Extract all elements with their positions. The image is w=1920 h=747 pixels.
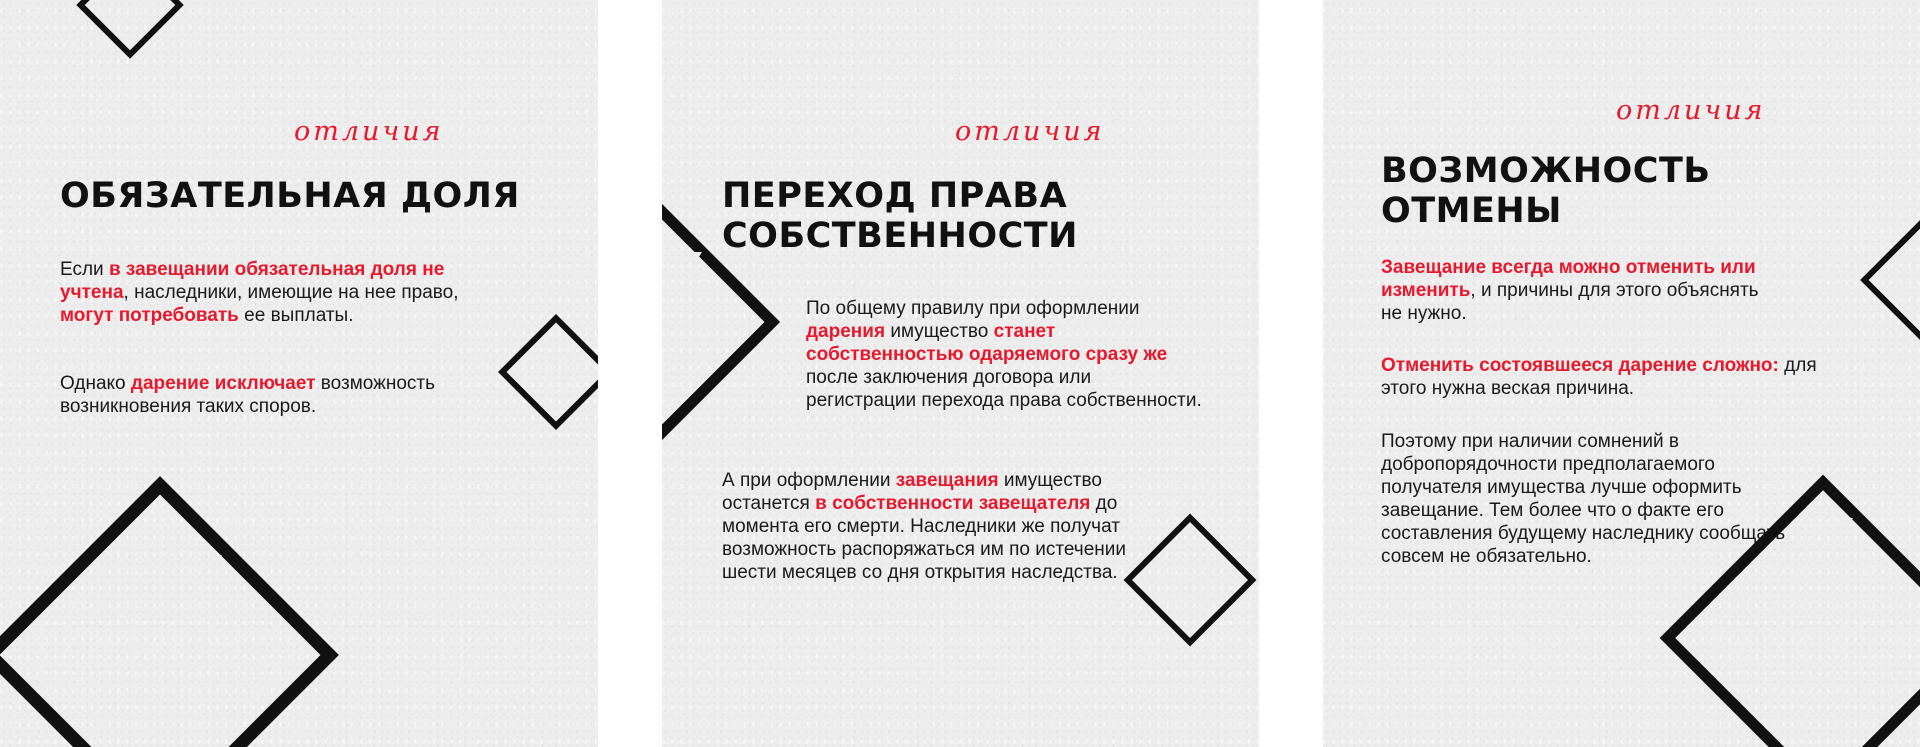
body-text: ее выплаты.: [238, 305, 354, 326]
body-paragraph: [60, 372, 490, 418]
highlighted-text: дарения: [806, 321, 886, 342]
body-text: Если: [60, 259, 109, 280]
body-text: Однако: [60, 373, 131, 394]
body-paragraph: [1381, 256, 1781, 325]
slide-title-line: ПЕРЕХОД ПРАВА: [722, 176, 1068, 216]
body-text: По общему правилу при оформлении: [806, 298, 1140, 319]
highlighted-text: завещания: [895, 470, 999, 491]
slide-title: [722, 176, 1078, 256]
slide-card-ownership-transfer: [662, 0, 1259, 747]
script-label: отличия: [294, 116, 444, 147]
svg-text:▮▮▮▮▮▮▮: ▮▮▮▮▮▮▮: [245, 673, 279, 708]
diamond-frame-right: [1853, 205, 1920, 355]
body-text: , и причины для этого объяснять не нужно.: [1381, 280, 1759, 324]
diamond-frame-bottom-left: [0, 455, 360, 747]
slide-title-line: ОТМЕНЫ: [1381, 191, 1562, 231]
body-text: А при оформлении: [722, 470, 896, 491]
body-text: имущество: [885, 321, 994, 342]
script-label: отличия: [1616, 95, 1766, 126]
script-label: отличия: [955, 116, 1105, 147]
body-text: имущество останется: [722, 470, 1102, 514]
highlighted-text: в собственности завещателя: [815, 493, 1091, 514]
highlighted-text: в завещании обязательная доля не учтена: [60, 259, 445, 303]
slide-title-line: ОБЯЗАТЕЛЬНАЯ ДОЛЯ: [60, 176, 520, 216]
diamond-frame-top-left: [70, 0, 190, 65]
slide-title: [1381, 151, 1711, 231]
highlighted-text: Завещание всегда можно отменить или изменить: [1381, 257, 1756, 301]
body-paragraph: [1381, 354, 1821, 400]
body-text: для этого нужна веская причина.: [1381, 355, 1817, 399]
diamond-frame-right: [486, 302, 598, 442]
highlighted-text: могут потребовать: [60, 305, 239, 326]
body-text: до момента его смерти. Наследники же получат возможность распоряжаться им по истечении шести месяцев со дня открытия наследства.: [722, 493, 1126, 583]
highlighted-text: дарение исключает: [130, 373, 316, 394]
body-text: , наследники, имеющие на нее право,: [123, 282, 459, 303]
body-text: возможность возникновения таких споров.: [60, 373, 435, 417]
highlighted-text: станет собственностью одаряемого сразу же: [806, 321, 1168, 365]
body-text: после заключения договора или регистрации перехода права собственности.: [806, 367, 1202, 411]
slide-title-line: СОБСТВЕННОСТИ: [722, 216, 1078, 256]
slide-title: [60, 176, 520, 216]
slide-card-mandatory-share: [0, 0, 598, 747]
body-paragraph: [722, 469, 1152, 584]
slide-card-revocation: [1323, 0, 1920, 747]
body-paragraph: [60, 258, 500, 327]
highlighted-text: Отменить состоявшееся дарение сложно:: [1381, 355, 1779, 376]
diamond-frame-bottom-right: [1643, 458, 1920, 747]
body-paragraph: [806, 297, 1206, 412]
diamond-frame-bottom-right: [1120, 510, 1259, 650]
body-text: Поэтому при наличии сомнений в добропорядочности предполагаемого получателя имущества лучше оформить завещание. Тем более что о факте его составления будущему наследнику сообщать совсем не обязательно.: [1381, 431, 1786, 567]
slide-title-line: ВОЗМОЖНОСТЬ: [1381, 151, 1711, 191]
